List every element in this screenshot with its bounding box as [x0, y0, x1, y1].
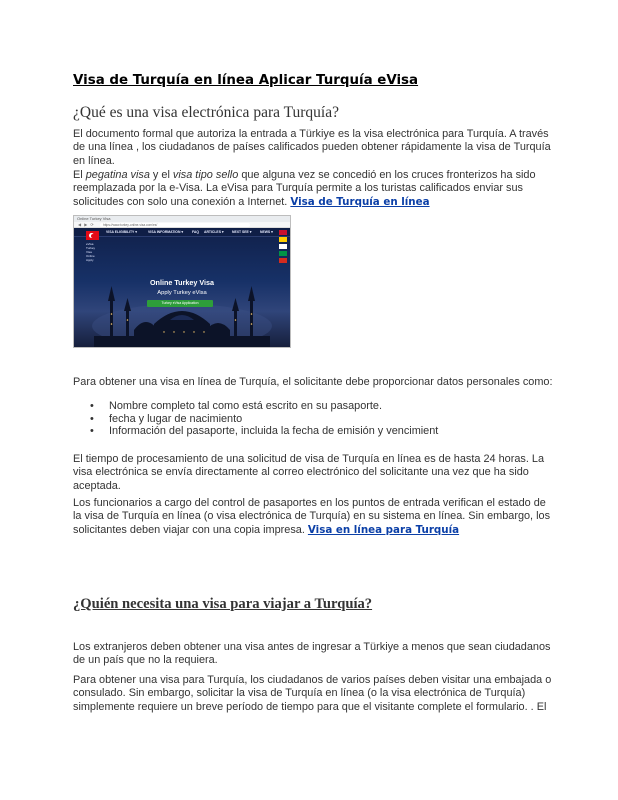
site-headline: Online Turkey Visa	[149, 278, 215, 287]
bullet-icon: •	[90, 400, 94, 412]
sidebar-item: Apply	[86, 258, 94, 262]
sidebar-item: Online	[86, 254, 95, 258]
nav-next-see: NEXT SEE ▾	[232, 230, 252, 234]
language-flag-icon	[279, 230, 287, 235]
sidebar-item: eVisa	[86, 242, 94, 246]
turkey-flag-icon	[86, 231, 99, 240]
nav-articles: ARTICLES ▾	[204, 230, 224, 234]
site-subheadline: Apply Turkey eVisa	[157, 290, 207, 296]
bullet-icon: •	[90, 425, 94, 438]
list-item: • Información del pasaporte, incluida la fecha de emisión y vencimient	[90, 425, 439, 438]
sidebar-item: Visa	[86, 250, 92, 254]
url-field: https://www.turkey-online-visa.com/es/	[100, 223, 250, 227]
language-flag-icon	[279, 258, 287, 263]
site-sidebar	[86, 242, 95, 262]
paragraph-passport-control: Los funcionarios a cargo del control de pasaportes en los puntos de entrada verifican el estado de la visa de Turquía en línea (o visa electrónica de Turquía) en su sistema en línea. Sin embargo, los solicitantes deben viajar con una copia impresa. Visa en línea para Turquía	[73, 497, 551, 536]
language-flags	[279, 230, 287, 265]
site-hero	[74, 228, 290, 347]
paragraph-sticker-visa: El pegatina visa y el visa tipo sello que alguna vez se concedió en los cruces fronterizos ha sido reemplazada por la e-Visa. La eVisa para Turquía permite a los turistas calificados enviar sus solicitudes con solo una conexión a Internet. Visa de Turquía en línea	[73, 169, 536, 208]
browser-tab: Online Turkey Visa	[74, 216, 290, 222]
website-screenshot	[73, 215, 291, 348]
heading-what-is-evisa: ¿Qué es una visa electrónica para Turquía?	[73, 104, 339, 121]
nav-news: NEWS ▾	[260, 230, 273, 234]
paragraph-foreigners: Los extranjeros deben obtener una visa antes de ingresar a Türkiye a menos que sean ciudadanos de un país que no la requiera.	[73, 641, 551, 667]
list-item: • Nombre completo tal como está escrito en su pasaporte.	[90, 400, 383, 412]
language-flag-icon	[279, 244, 287, 249]
mosque-silhouette-icon	[74, 228, 290, 347]
browser-nav-icons: ◀ ▶ ⟳	[78, 222, 95, 227]
bullet-list	[73, 400, 553, 438]
sidebar-item: Turkey	[86, 246, 96, 250]
document-title: Visa de Turquía en línea Aplicar Turquía eVisa	[73, 73, 419, 88]
link-visa-en-linea-para-turquia[interactable]: Visa en línea para Turquía	[307, 523, 460, 536]
list-item: • fecha y lugar de nacimiento	[90, 412, 243, 425]
link-visa-turquia-en-linea[interactable]: Visa de Turquía en línea	[290, 195, 430, 208]
bullet-icon: •	[90, 412, 94, 425]
language-flag-icon	[279, 251, 287, 256]
site-nav-bar	[74, 228, 290, 237]
nav-visa-eligibility: VISA ELIGIBILITY ▾	[106, 230, 137, 234]
nav-faq: FAQ	[192, 230, 199, 234]
paragraph-processing-time: El tiempo de procesamiento de una solicitud de visa de Turquía en línea es de hasta 24 horas. La visa electrónica se envía directamente al correo electrónico del solicitante una vez que ha sido aceptada.	[73, 453, 545, 492]
apply-button: Turkey eVisa Application	[147, 300, 213, 307]
paragraph-intro: El documento formal que autoriza la entrada a Türkiye es la visa electrónica para Turquía. A través de una línea , los ciudadanos de países calificados pueden obtener rápidamente la visa de Turquía en línea.	[73, 128, 551, 167]
language-flag-icon	[279, 237, 287, 242]
heading-who-needs-visa: ¿Quién necesita una visa para viajar a Turquía?	[73, 596, 373, 612]
nav-visa-information: VISA INFORMATION ▾	[148, 230, 184, 234]
paragraph-personal-data: Para obtener una visa en línea de Turquía, el solicitante debe proporcionar datos personales como:	[73, 376, 553, 388]
paragraph-embassy: Para obtener una visa para Turquía, los ciudadanos de varios países deben visitar una embajada o consulado. Sin embargo, solicitar la visa de Turquía en línea (o la visa electrónica de Turquía) simplemente requiere un breve período de tiempo para que el visitante complete el formulario. . El	[73, 674, 552, 713]
